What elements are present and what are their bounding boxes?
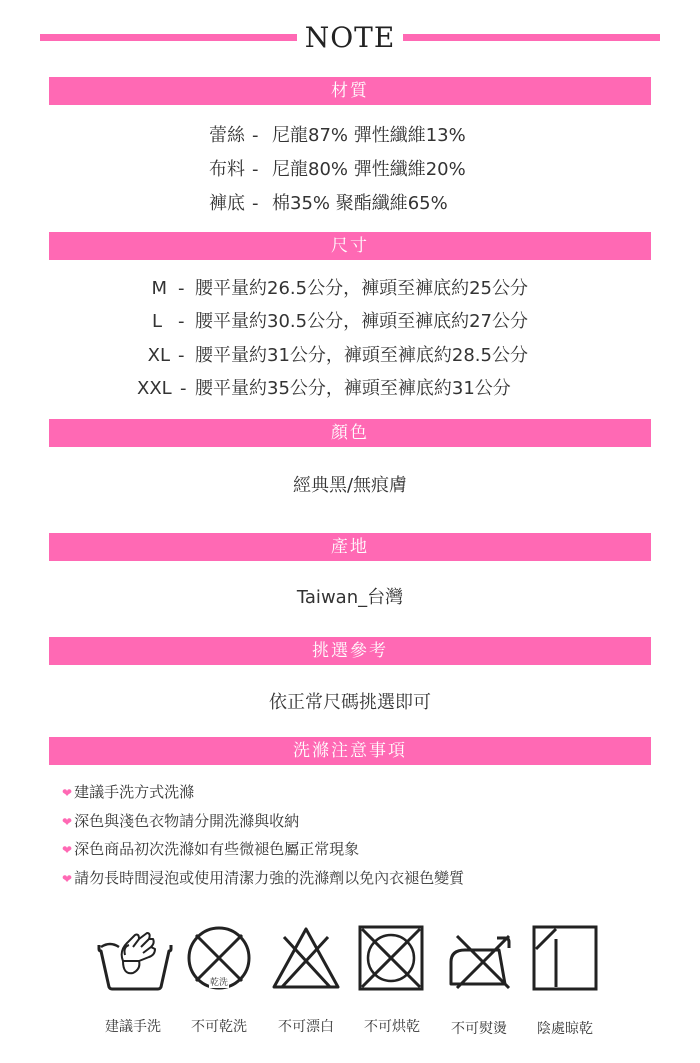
no-dry-clean-label: 不可乾洗 bbox=[191, 1019, 247, 1035]
care-item-text: 建議手洗方式洗滌 bbox=[74, 783, 195, 801]
hand-wash-label: 建議手洗 bbox=[105, 1019, 161, 1035]
material-dash: - bbox=[252, 125, 259, 146]
size-label: XL bbox=[147, 345, 170, 366]
care-item-text: 深色商品初次洗滌如有些微褪色屬正常現象 bbox=[74, 840, 360, 858]
size-label: XXL bbox=[137, 378, 172, 399]
section-header-selection: 挑選參考 bbox=[49, 637, 651, 665]
material-name: 褲底 bbox=[209, 193, 245, 214]
no-dry-clean-icon bbox=[186, 925, 252, 991]
care-item-text: 請勿長時間浸泡或使用清潔力強的洗滌劑以免內衣褪色變質 bbox=[74, 869, 465, 887]
size-value: 腰平量約31公分，褲頭至褲底約28.5公分 bbox=[195, 345, 528, 366]
heart-icon: ❤ bbox=[62, 872, 73, 886]
care-item bbox=[62, 810, 299, 833]
material-value: 棉35% 聚酯纖維65% bbox=[272, 193, 448, 214]
shade-dry-icon bbox=[532, 925, 598, 991]
no-tumble-dry-label: 不可烘乾 bbox=[364, 1019, 420, 1035]
section-header-material: 材質 bbox=[49, 77, 651, 105]
care-item bbox=[62, 838, 359, 861]
section-header-origin: 產地 bbox=[49, 533, 651, 561]
size-dash: - bbox=[180, 378, 187, 399]
section-header-care: 洗滌注意事項 bbox=[49, 737, 651, 765]
heart-icon: ❤ bbox=[62, 815, 73, 829]
material-value: 尼龍87% 彈性纖維13% bbox=[272, 125, 466, 146]
size-dash: - bbox=[178, 278, 185, 299]
size-value: 腰平量約35公分，褲頭至褲底約31公分 bbox=[195, 378, 511, 399]
no-tumble-dry-icon bbox=[358, 925, 424, 991]
no-bleach-icon bbox=[270, 925, 342, 991]
care-item bbox=[62, 867, 464, 890]
no-iron-label: 不可熨燙 bbox=[451, 1021, 507, 1037]
heart-icon: ❤ bbox=[62, 843, 73, 857]
material-name: 蕾絲 bbox=[209, 125, 245, 146]
material-name: 布料 bbox=[209, 159, 245, 180]
material-value: 尼龍80% 彈性纖維20% bbox=[272, 159, 466, 180]
no-iron-icon bbox=[447, 928, 517, 990]
size-dash: - bbox=[178, 345, 185, 366]
dry-clean-label: 乾洗 bbox=[209, 978, 229, 988]
size-label: L bbox=[151, 311, 162, 332]
care-item bbox=[62, 781, 194, 804]
shade-dry-label: 陰處晾乾 bbox=[537, 1021, 593, 1037]
section-header-color: 顏色 bbox=[49, 419, 651, 447]
heart-icon: ❤ bbox=[62, 786, 73, 800]
color-value: 經典黑/無痕膚 bbox=[292, 475, 408, 496]
note-title: NOTE bbox=[304, 21, 396, 54]
no-bleach-label: 不可漂白 bbox=[278, 1019, 334, 1035]
material-dash: - bbox=[252, 193, 259, 214]
size-dash: - bbox=[178, 311, 185, 332]
hand-wash-icon bbox=[95, 925, 175, 993]
care-item-text: 深色與淺色衣物請分開洗滌與收納 bbox=[74, 812, 300, 830]
note-header bbox=[40, 18, 660, 58]
size-value: 腰平量約30.5公分，褲頭至褲底約27公分 bbox=[195, 311, 528, 332]
selection-value: 依正常尺碼挑選即可 bbox=[269, 692, 431, 713]
section-header-size: 尺寸 bbox=[49, 232, 651, 260]
size-value: 腰平量約26.5公分，褲頭至褲底約25公分 bbox=[195, 278, 528, 299]
material-dash: - bbox=[252, 159, 259, 180]
size-label: M bbox=[151, 278, 167, 299]
origin-value: Taiwan_台灣 bbox=[296, 587, 404, 608]
